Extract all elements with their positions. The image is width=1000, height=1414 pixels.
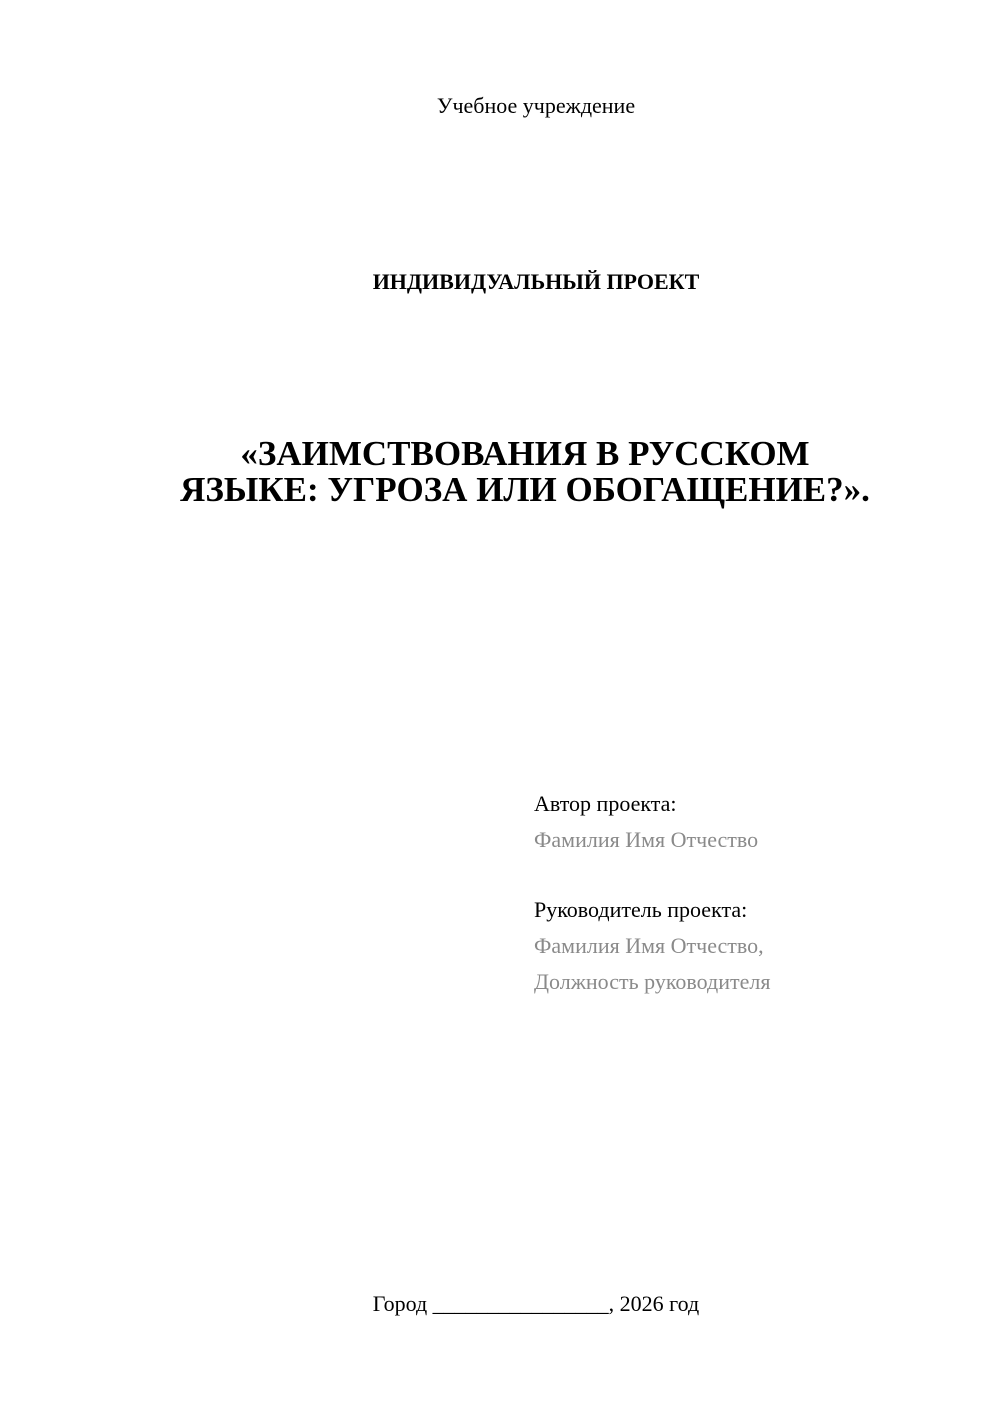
city-year-line: Город ________________, 2026 год [372, 1291, 700, 1316]
document-type: ИНДИВИДУАЛЬНЫЙ ПРОЕКТ [372, 269, 700, 294]
supervisor-name-placeholder: Фамилия Имя Отчество, [534, 933, 764, 958]
project-title-line: «ЗАИМСТВОВАНИЯ В РУССКОМ [240, 434, 810, 473]
supervisor-block [534, 892, 974, 1000]
supervisor-position-placeholder: Должность руководителя [534, 969, 771, 994]
author-label: Автор проекта: [534, 791, 677, 816]
author-name-placeholder: Фамилия Имя Отчество [534, 827, 759, 852]
author-block [534, 786, 974, 858]
supervisor-label: Руководитель проекта: [534, 897, 748, 922]
institution-name: Учебное учреждение [436, 93, 636, 118]
project-title-line: ЯЗЫКЕ: УГРОЗА ИЛИ ОБОГАЩЕНИЕ?». [180, 470, 870, 509]
project-title [120, 436, 930, 508]
